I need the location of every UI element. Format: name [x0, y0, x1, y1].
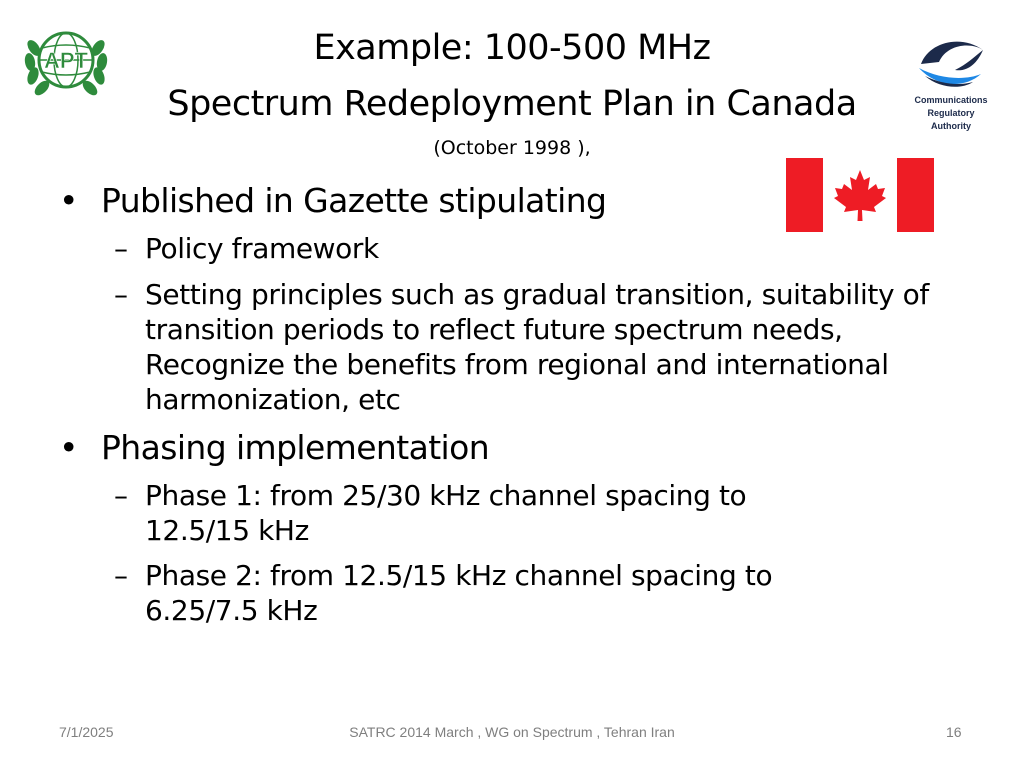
bullet-published-gazette	[59, 181, 607, 220]
cra-wave-icon	[911, 34, 991, 94]
footer-text: SATRC 2014 March , WG on Spectrum , Tehran Iran	[349, 724, 675, 740]
slide-number: 16	[946, 724, 962, 740]
sub-bullet-text: Phase 2: from 12.5/15 kHz channel spacing to 6.25/7.5 kHz	[145, 559, 773, 627]
sub-bullet-marker: –	[114, 278, 128, 311]
sub-bullet-policy-framework	[114, 231, 379, 266]
bullet-text: Phasing implementation	[101, 428, 490, 467]
bullet-marker: •	[59, 181, 78, 220]
bullet-text: Published in Gazette stipulating	[101, 181, 607, 220]
sub-bullet-phase-1	[114, 478, 825, 548]
sub-bullet-text: Setting principles such as gradual transition, suitability of transition periods to reflect future spectrum needs, Recognize the benefits from regional and international harmonization, etc	[145, 278, 929, 416]
svg-text:APT: APT	[44, 48, 88, 73]
sub-bullet-text: Phase 1: from 25/30 kHz channel spacing to 12.5/15 kHz	[145, 479, 747, 547]
sub-bullet-marker: –	[114, 559, 128, 592]
slide-title-line1: Example: 100-500 MHz	[313, 28, 711, 68]
slide-title-line2: Spectrum Redeployment Plan in Canada	[167, 84, 857, 124]
footer-date: 7/1/2025	[59, 724, 114, 740]
cra-logo-text: Communications Regulatory Authority	[914, 95, 988, 131]
cra-logo	[906, 34, 996, 138]
sub-bullet-text: Policy framework	[145, 232, 379, 265]
sub-bullet-setting-principles	[114, 277, 975, 417]
sub-bullet-marker: –	[114, 232, 128, 265]
sub-bullet-marker: –	[114, 479, 128, 512]
bullet-marker: •	[59, 428, 78, 467]
bullet-phasing-implementation	[59, 428, 490, 467]
slide-subtitle: (October 1998 ),	[433, 137, 591, 159]
canada-flag-icon	[786, 158, 934, 232]
sub-bullet-phase-2	[114, 558, 845, 628]
